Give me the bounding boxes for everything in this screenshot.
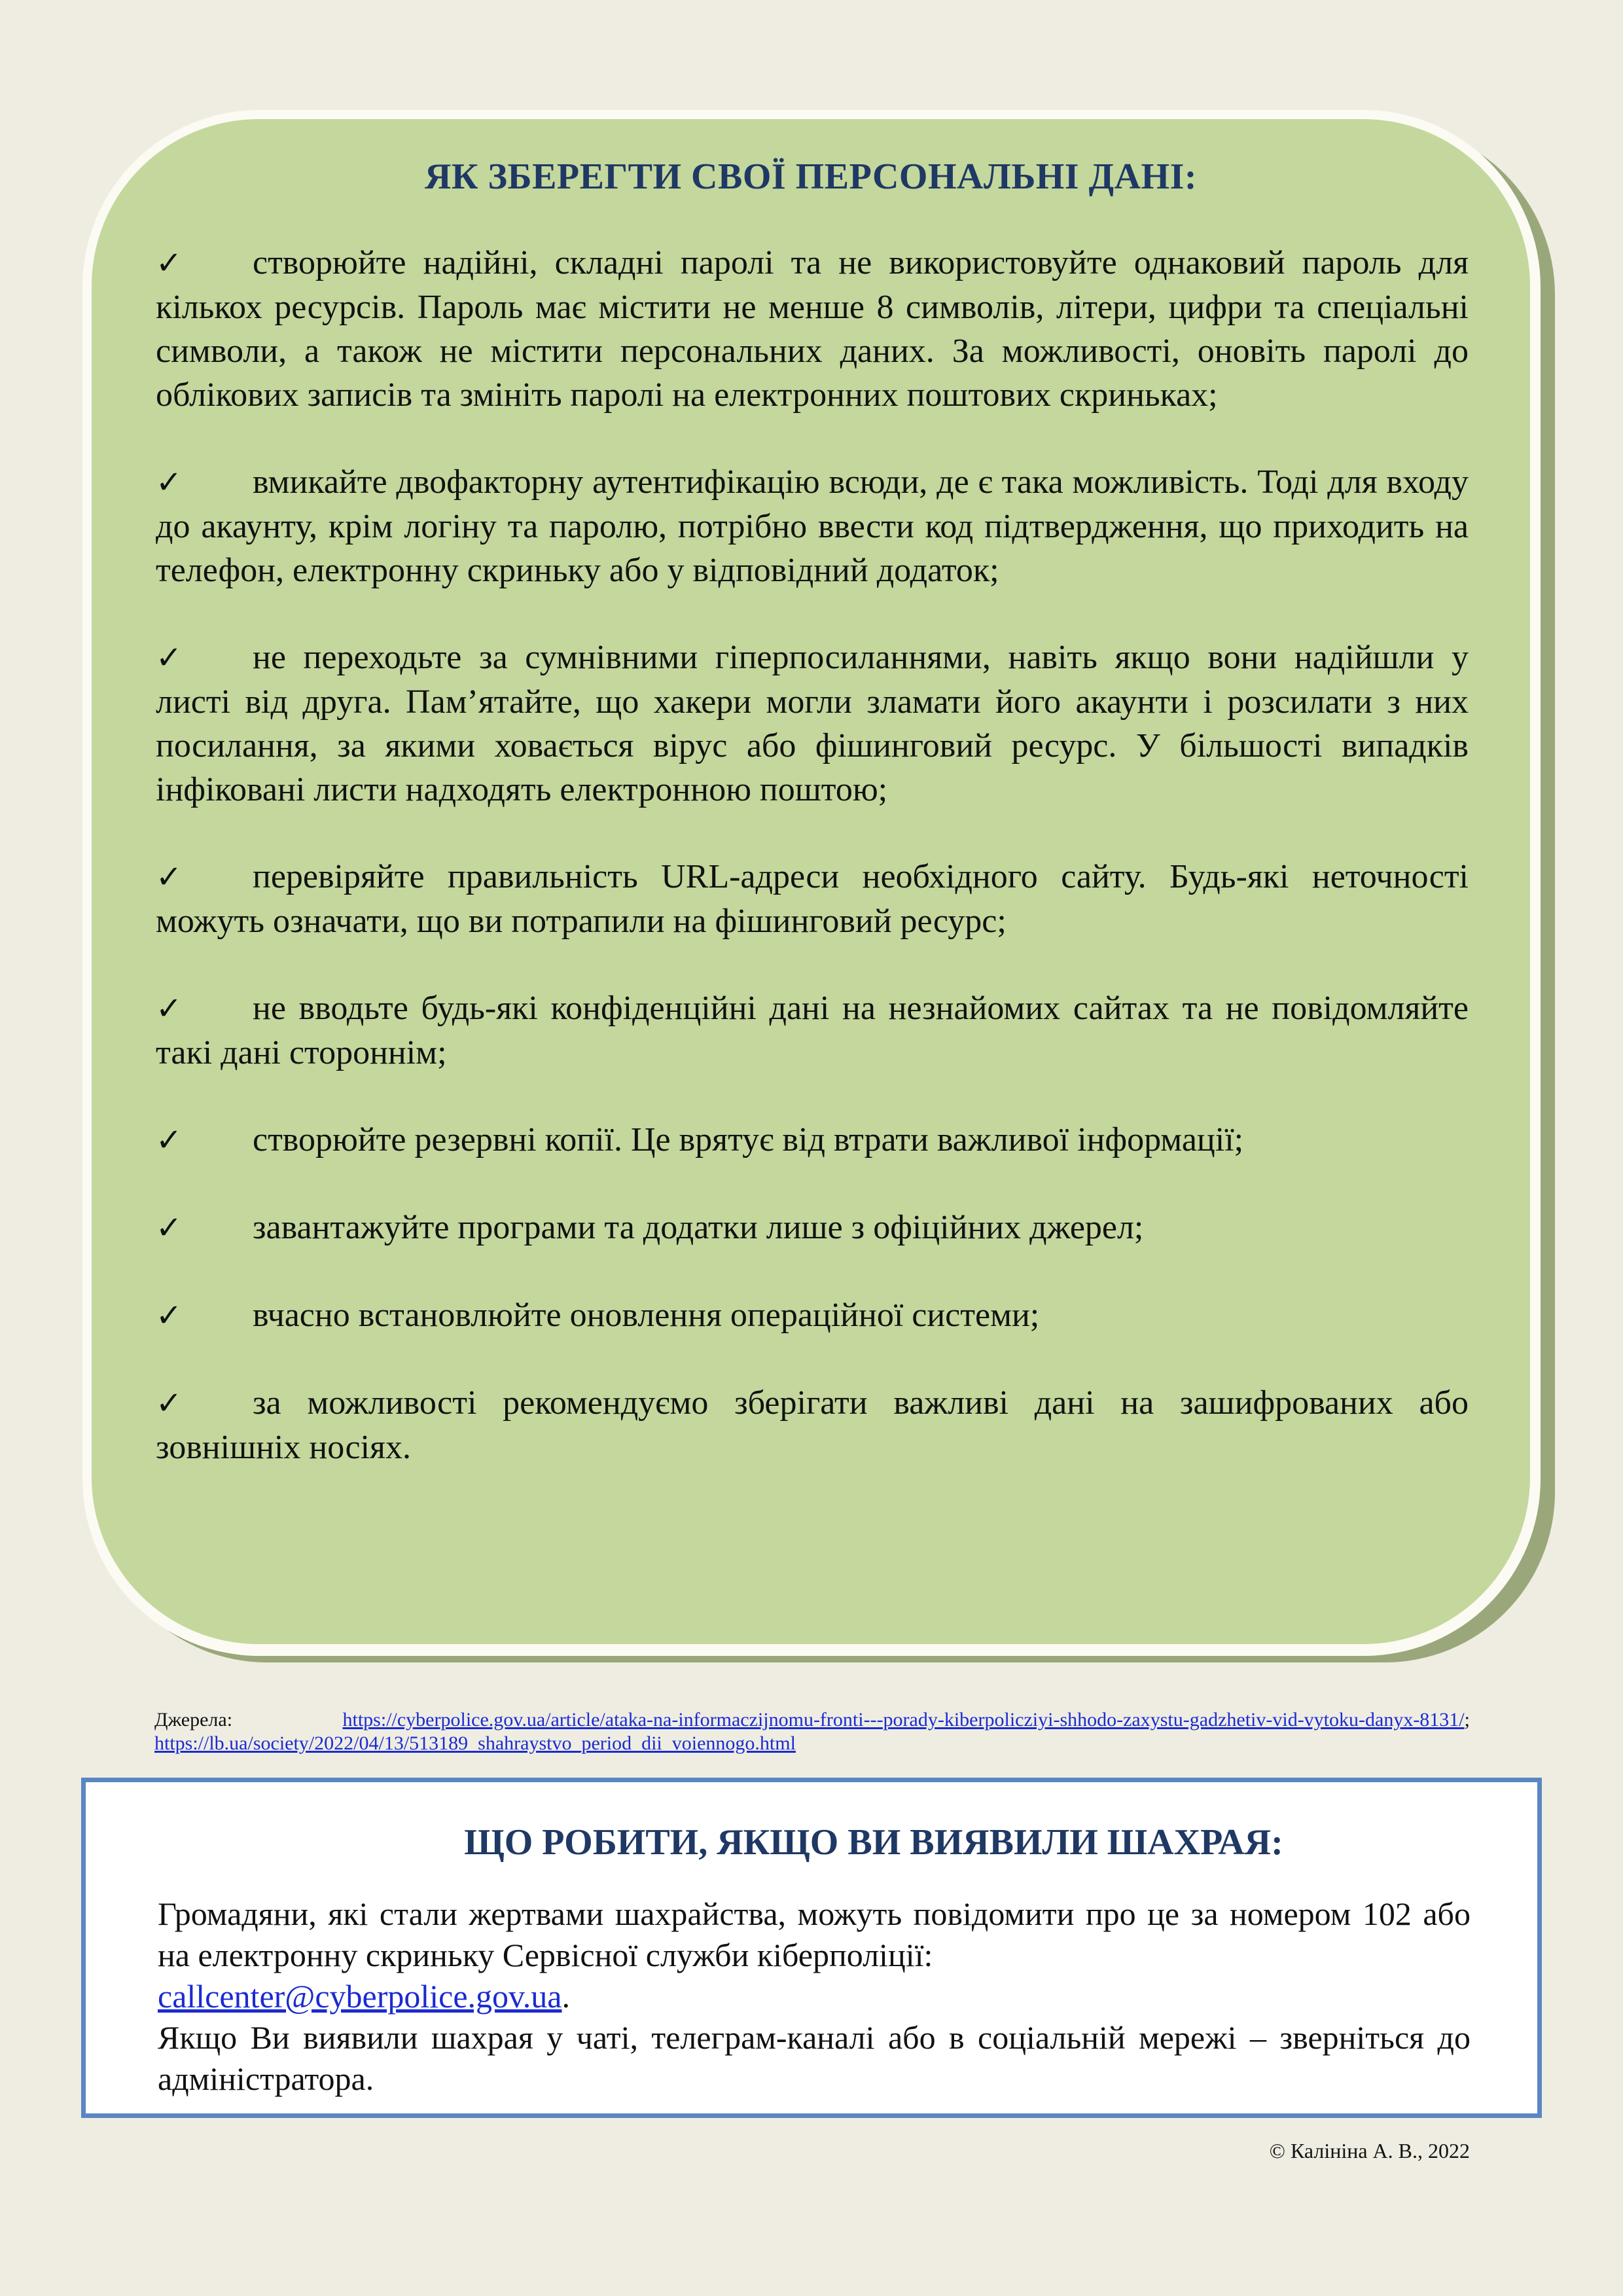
checkmark-icon: ✓: [156, 1122, 183, 1158]
email-link[interactable]: callcenter@cyberpolice.gov.ua: [158, 1978, 562, 2015]
fraud-info-box: [81, 1778, 1542, 2118]
sources-separator: ;: [1464, 1709, 1470, 1731]
sources-label: Джерела:: [154, 1709, 233, 1731]
tip-text: завантажуйте програми та додатки лише з офіційних джерел;: [253, 1209, 1144, 1246]
tip-text: за можливості рекомендуємо зберігати важливі дані на зашифрованих або зовнішніх носіях.: [156, 1384, 1469, 1466]
email-suffix: .: [562, 1978, 570, 2015]
box-paragraph-1: [158, 1893, 1471, 2017]
tip-text: вмикайте двофакторну аутентифікацію всюди, де є така можливість. Тоді для входу до акаунту, крім логіну та паролю, потрібно ввести код підтвердження, що приходить на телефон, електронну скриньку або у відповідний додаток;: [156, 463, 1469, 589]
tip-item: [156, 1206, 1469, 1250]
checkmark-icon: ✓: [156, 639, 183, 676]
tip-text: не вводьте будь-які конфіденційні дані на незнайомих сайтах та не повідомляйте такі дані стороннім;: [156, 990, 1469, 1071]
tip-text: перевіряйте правильність URL-адреси необхідного сайту. Будь-які неточності можуть означати, що ви потрапили на фішинговий ресурс;: [156, 858, 1469, 940]
tip-item: [156, 855, 1469, 943]
source-link-lb[interactable]: https://lb.ua/society/2022/04/13/513189_shahraystvo_period_dii_voiennogo.html: [154, 1732, 796, 1754]
sources: [154, 1708, 1470, 1755]
copyright: © Калініна А. В., 2022: [1269, 2139, 1470, 2162]
tip-item: [156, 1381, 1469, 1469]
tip-text: створюйте надійні, складні паролі та не використовуйте однаковий пароль для кількох ресурсів. Пароль має містити не менше 8 символів, літери, цифри та спеціальні символи, а також не містити персональних даних. За можливості, оновіть паролі до облікових записів та змініть паролі на електронних поштових скриньках;: [156, 244, 1469, 414]
tip-item: [156, 1118, 1469, 1162]
tip-text: не переходьте за сумнівними гіперпосиланнями, навіть якщо вони надійшли у листі від друга. Пам’ятайте, що хакери могли зламати його акаунти і розсилати з них посилання, за якими ховається вірус або фішинговий ресурс. У більшості випадків інфіковані листи надходять електронною поштою;: [156, 639, 1469, 808]
tip-item: [156, 986, 1469, 1075]
box-text: [158, 1893, 1471, 2100]
source-link-cyberpolice[interactable]: https://cyberpolice.gov.ua/article/ataka-na-informaczijnomu-fronti---porady-kiberpolicziyi-shhodo-zaxystu-gadzhetiv-vid-vytoku-danyx-8131/: [342, 1709, 1465, 1731]
tip-item: [156, 636, 1469, 812]
checkmark-icon: ✓: [156, 990, 183, 1027]
checkmark-icon: ✓: [156, 1297, 183, 1334]
checkmark-icon: ✓: [156, 1385, 183, 1422]
tips-list: [156, 241, 1469, 1513]
tip-text: створюйте резервні копії. Це врятує від втрати важливої інформації;: [253, 1121, 1244, 1158]
tip-text: вчасно встановлюйте оновлення операційної системи;: [253, 1297, 1040, 1334]
box-paragraph-1-text: Громадяни, які стали жертвами шахрайства, можуть повідомити про це за номером 102 або на електронну скриньку Сервісної служби кіберполіції:: [158, 1895, 1471, 1973]
tip-item: [156, 1293, 1469, 1338]
panel-title: ЯК ЗБЕРЕГТИ СВОЇ ПЕРСОНАЛЬНІ ДАНІ:: [424, 156, 1198, 197]
tip-item: [156, 241, 1469, 417]
box-paragraph-2: Якщо Ви виявили шахрая у чаті, телеграм-каналі або в соціальній мережі – зверніться до адміністратора.: [158, 2019, 1471, 2097]
checkmark-icon: ✓: [156, 464, 183, 501]
checkmark-icon: ✓: [156, 1210, 183, 1246]
box-title: ЩО РОБИТИ, ЯКЩО ВИ ВИЯВИЛИ ШАХРАЯ:: [464, 1822, 1283, 1863]
tip-item: [156, 460, 1469, 592]
checkmark-icon: ✓: [156, 859, 183, 895]
checkmark-icon: ✓: [156, 245, 183, 281]
